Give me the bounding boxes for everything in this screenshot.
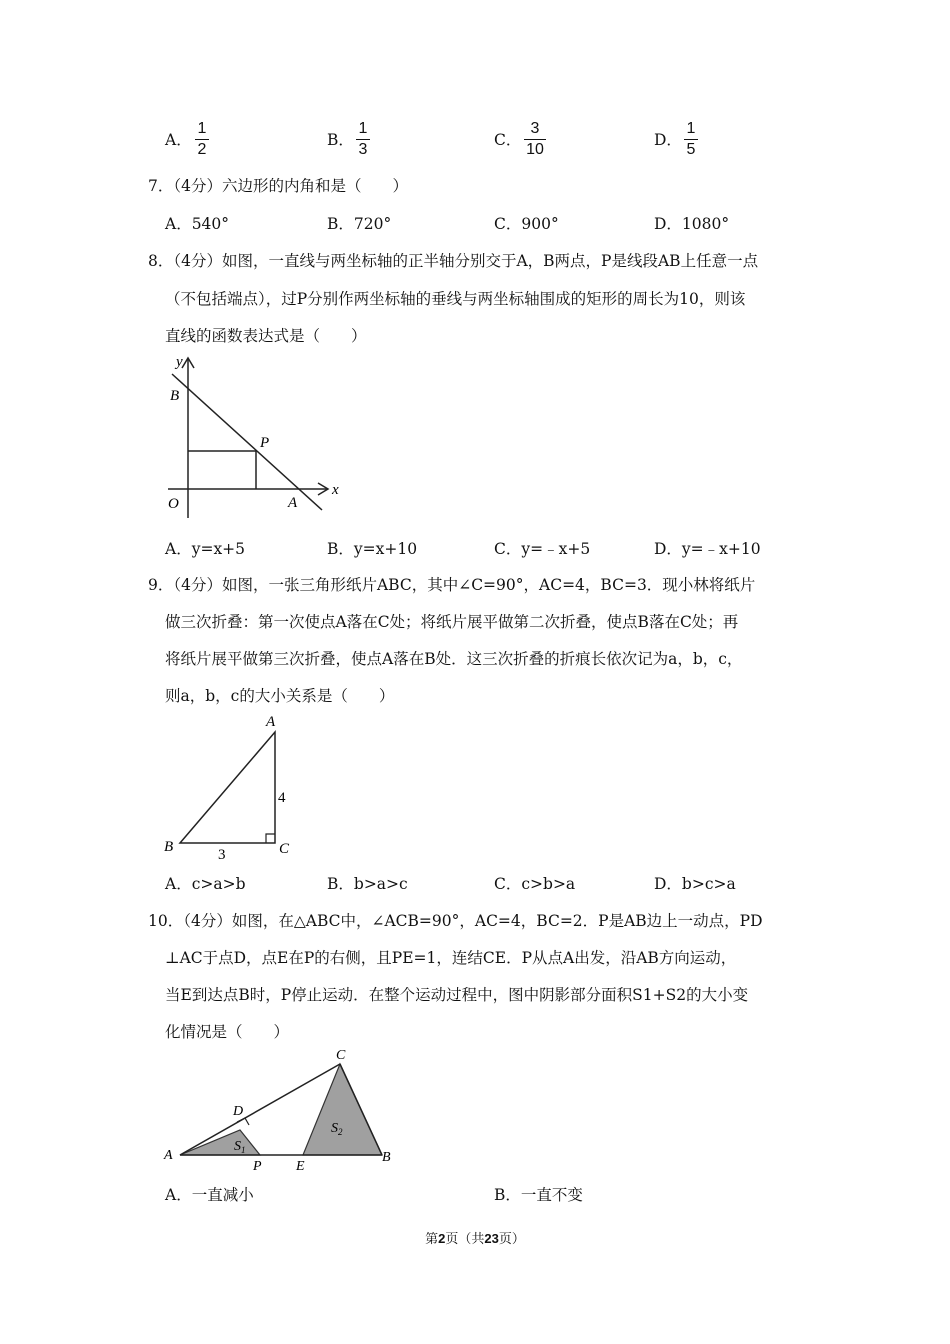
q10-right-angle-icon [237, 1118, 249, 1125]
q8-option-c: C．y=﹣x+5 [494, 540, 591, 558]
q6-option-c-label: C． [494, 131, 522, 149]
q6-option-b-label: B． [327, 131, 354, 149]
q9-right-angle-icon [266, 834, 275, 843]
q8-option-b: B．y=x+10 [327, 540, 418, 558]
q7-option-a: A．540° [165, 215, 230, 233]
q6-option-a-fraction: 1 2 [195, 120, 209, 159]
q8-figure-axes [160, 350, 350, 520]
q8-stem-line2: （不包括端点），过P分别作两坐标轴的垂线与两坐标轴围成的矩形的周长为10，则该 [165, 290, 746, 308]
q10-label-s2: $S_2$ [331, 1121, 343, 1137]
q8-label-p: P [260, 435, 270, 451]
q8-label-x: x [332, 482, 339, 498]
q9-triangle-abc [180, 732, 275, 843]
q6-option-b-fraction: 1 3 [356, 120, 370, 159]
q8-label-b: B [170, 388, 180, 404]
page-footer: 第2页（共23页） [425, 1231, 525, 1247]
q8-stem-line3: 直线的函数表达式是（ ） [165, 327, 367, 345]
q8-rectangle [188, 451, 256, 489]
q8-option-d: D．y=﹣x+10 [654, 540, 761, 558]
q10-label-d: D [233, 1104, 244, 1119]
q9-stem-line3: 将纸片展平做第三次折叠，使点A落在B处．这三次折叠的折痕长依次记为a，b，c， [165, 650, 743, 668]
q7-option-b: B．720° [327, 215, 392, 233]
q8-option-a: A．y=x+5 [165, 540, 246, 558]
q8-label-y: y [176, 354, 183, 370]
q9-option-d: D．b>c>a [654, 875, 736, 893]
q10-label-e: E [296, 1159, 305, 1172]
q9-label-b: B [164, 839, 174, 855]
current-page-number: 2 [438, 1231, 446, 1246]
q9-stem-line4: 则a，b，c的大小关系是（ ） [165, 687, 395, 705]
q6-option-d-label: D． [654, 131, 682, 149]
q10-stem-line1: 10．（4分）如图，在△ABC中，∠ACB=90°，AC=4，BC=2．P是AB边上一动点，PD [148, 912, 763, 930]
q6-option-a-label: A． [165, 131, 192, 149]
q8-label-o: O [168, 496, 179, 512]
q10-label-s1: $S_1$ [234, 1139, 246, 1155]
q10-shaded-s1 [180, 1130, 260, 1155]
q9-stem-line1: 9．（4分）如图，一张三角形纸片ABC，其中∠C=90°，AC=4，BC=3．现小林将纸片 [148, 576, 756, 594]
q10-label-c: C [336, 1048, 346, 1063]
q10-option-b: B．一直不变 [494, 1186, 583, 1204]
q10-label-p: P [253, 1159, 262, 1172]
q9-option-c: C．c>b>a [494, 875, 576, 893]
q7-stem: 7．（4分）六边形的内角和是（ ） [148, 177, 408, 195]
q7-option-d: D．1080° [654, 215, 730, 233]
q9-figure-triangle [160, 710, 300, 865]
q10-option-a: A．一直减小 [165, 1186, 254, 1204]
q10-stem-line4: 化情况是（ ） [165, 1023, 290, 1041]
q7-option-c: C．900° [494, 215, 559, 233]
q8-stem-line1: 8．（4分）如图，一直线与两坐标轴的正半轴分别交于A，B两点，P是线段AB上任意一点 [148, 252, 759, 270]
q9-option-a: A．c>a>b [165, 875, 246, 893]
total-page-count: 23 [484, 1231, 499, 1246]
q8-label-a: A [288, 495, 298, 511]
q6-option-c-fraction: 3 10 [524, 120, 546, 159]
q10-label-a: A [164, 1148, 173, 1163]
q9-option-b: B．b>a>c [327, 875, 408, 893]
q10-stem-line3: 当E到达点B时，P停止运动．在整个运动过程中，图中阴影部分面积S1+S2的大小变 [165, 986, 749, 1004]
q10-stem-line2: ⊥AC于点D，点E在P的右侧，且PE=1，连结CE．P从点A出发，沿AB方向运动， [165, 949, 737, 967]
q9-label-c: C [279, 841, 290, 857]
q10-figure-triangle [160, 1042, 400, 1172]
q6-option-d-fraction: 1 5 [684, 120, 698, 159]
q10-label-b: B [382, 1150, 391, 1165]
q9-label-ac-length: 4 [278, 790, 286, 806]
q9-stem-line2: 做三次折叠：第一次使点A落在C处；将纸片展平做第二次折叠，使点B落在C处；再 [165, 613, 739, 631]
q9-label-bc-length: 3 [218, 847, 226, 863]
q9-label-a: A [266, 714, 276, 730]
